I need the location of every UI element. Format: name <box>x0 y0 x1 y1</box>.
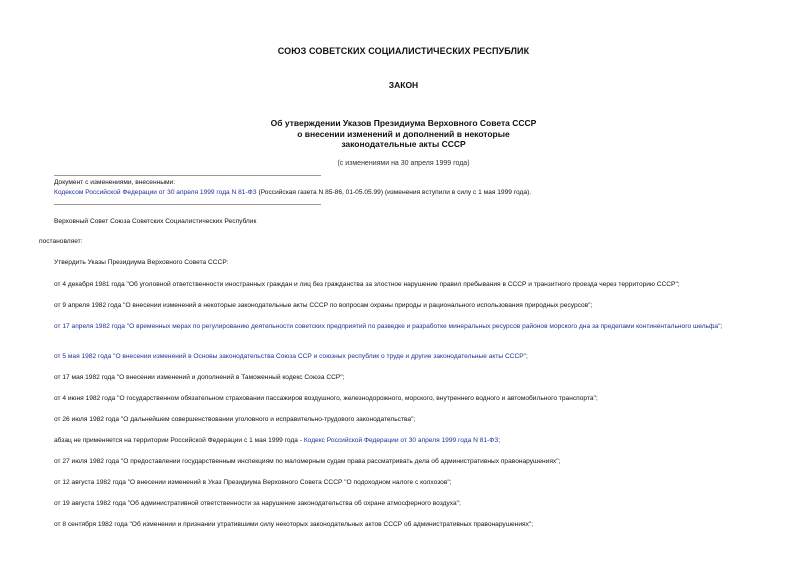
decree-item-3-tail: ; <box>720 323 723 330</box>
amendment-note-line <box>54 188 531 198</box>
preamble-paragraph: Верховный Совет Союза Советских Социалистических Республик <box>54 218 257 225</box>
amendment-note-rest: (Российская газета N 85-86, 01-05.05.99) (изменения вступили в силу с 1 мая 1999 года). <box>256 188 532 196</box>
inapplicable-text: абзац не применяется на территории Российской Федерации с 1 мая 1999 года - <box>54 437 304 444</box>
inapplicable-code-link[interactable]: Кодекс Российской Федерации от 30 апреля 1999 года N 81-ФЗ <box>303 437 499 444</box>
approve-paragraph: Утвердить Указы Президиума Верховного Совета СССР: <box>54 259 229 266</box>
document-title <box>0 118 807 150</box>
decree-item-2: от 9 апреля 1982 года "О внесении изменений в некоторые законодательные акты СССР по вопросам охраны природы и рационального использования природных ресурсов"; <box>54 302 593 309</box>
inapplicable-paragraph <box>54 436 500 446</box>
decree-item-3-link[interactable]: от 17 апреля 1982 года "О временных мерах по регулированию деятельности советских предприятий по разведке и разработке минеральных ресурсов районов морского дна за пределами континентального шельфа" <box>54 323 721 330</box>
resolves-paragraph: постановляет: <box>39 238 83 245</box>
decree-item-12: от 8 сентября 1982 года "Об изменении и признании утратившими силу некоторых законодательных актов СССР об административных правонарушениях"; <box>54 521 534 528</box>
revision-note: (с изменениями на 30 апреля 1999 года) <box>337 160 470 167</box>
decree-item-7: от 26 июля 1982 года "О дальнейшем совершенствовании уголовного и исправительно-трудового законодательства"; <box>54 416 416 423</box>
decree-item-6: от 4 июня 1982 года "О государственном обязательном страховании пассажиров воздушного, железнодорожного, морского, внутреннего водного и автомобильного транспорта"; <box>54 395 598 402</box>
decree-item-9: от 27 июля 1982 года "О предоставлении государственным инспекциям по маломерным судам права рассматривать дела об административных правонарушениях"; <box>54 458 561 465</box>
decree-item-5: от 17 мая 1982 года "О внесении изменений и дополнений в Таможенный кодекс Союза ССР"; <box>54 374 345 381</box>
decree-item-1: от 4 декабря 1981 года "Об уголовной ответственности иностранных граждан и лиц без гражданства за злостное нарушение правил пребывания в СССР и транзитного проезда через территорию СССР"; <box>54 281 680 288</box>
decree-item-3 <box>54 322 784 332</box>
title-line-2: о внесении изменений и дополнений в некоторые <box>297 128 510 139</box>
decree-item-4-link[interactable]: от 5 мая 1982 года "О внесении изменений в Основы законодательства Союза ССР и союзных республик о труде и другие законодательные акты СССР" <box>54 353 526 360</box>
amendment-code-link[interactable]: Кодексом Российской Федерации от 30 апреля 1999 года N 81-ФЗ <box>54 188 257 196</box>
union-heading: СОЮЗ СОВЕТСКИХ СОЦИАЛИСТИЧЕСКИХ РЕСПУБЛИК <box>277 46 530 56</box>
note-top-divider <box>54 175 321 176</box>
decree-item-4-tail: ; <box>526 353 528 360</box>
decree-item-11: от 19 августа 1982 года "Об административной ответственности за нарушение законодательства об охране атмосферного воздуха"; <box>54 500 461 507</box>
amendment-note-intro: Документ с изменениями, внесенными: <box>54 179 176 186</box>
title-line-1: Об утверждении Указов Президиума Верховного Совета СССР <box>270 118 537 128</box>
document-type-heading: ЗАКОН <box>388 80 419 90</box>
inapplicable-tail: ; <box>498 437 501 444</box>
decree-item-4 <box>54 352 528 362</box>
decree-item-10: от 12 августа 1982 года "О внесении изменений в Указ Президиума Верховного Совета СССР "О подоходном налоге с колхозов"; <box>54 479 452 486</box>
amendment-note <box>54 178 531 197</box>
title-line-3: законодательные акты СССР <box>341 139 466 149</box>
note-bottom-divider <box>54 204 321 205</box>
